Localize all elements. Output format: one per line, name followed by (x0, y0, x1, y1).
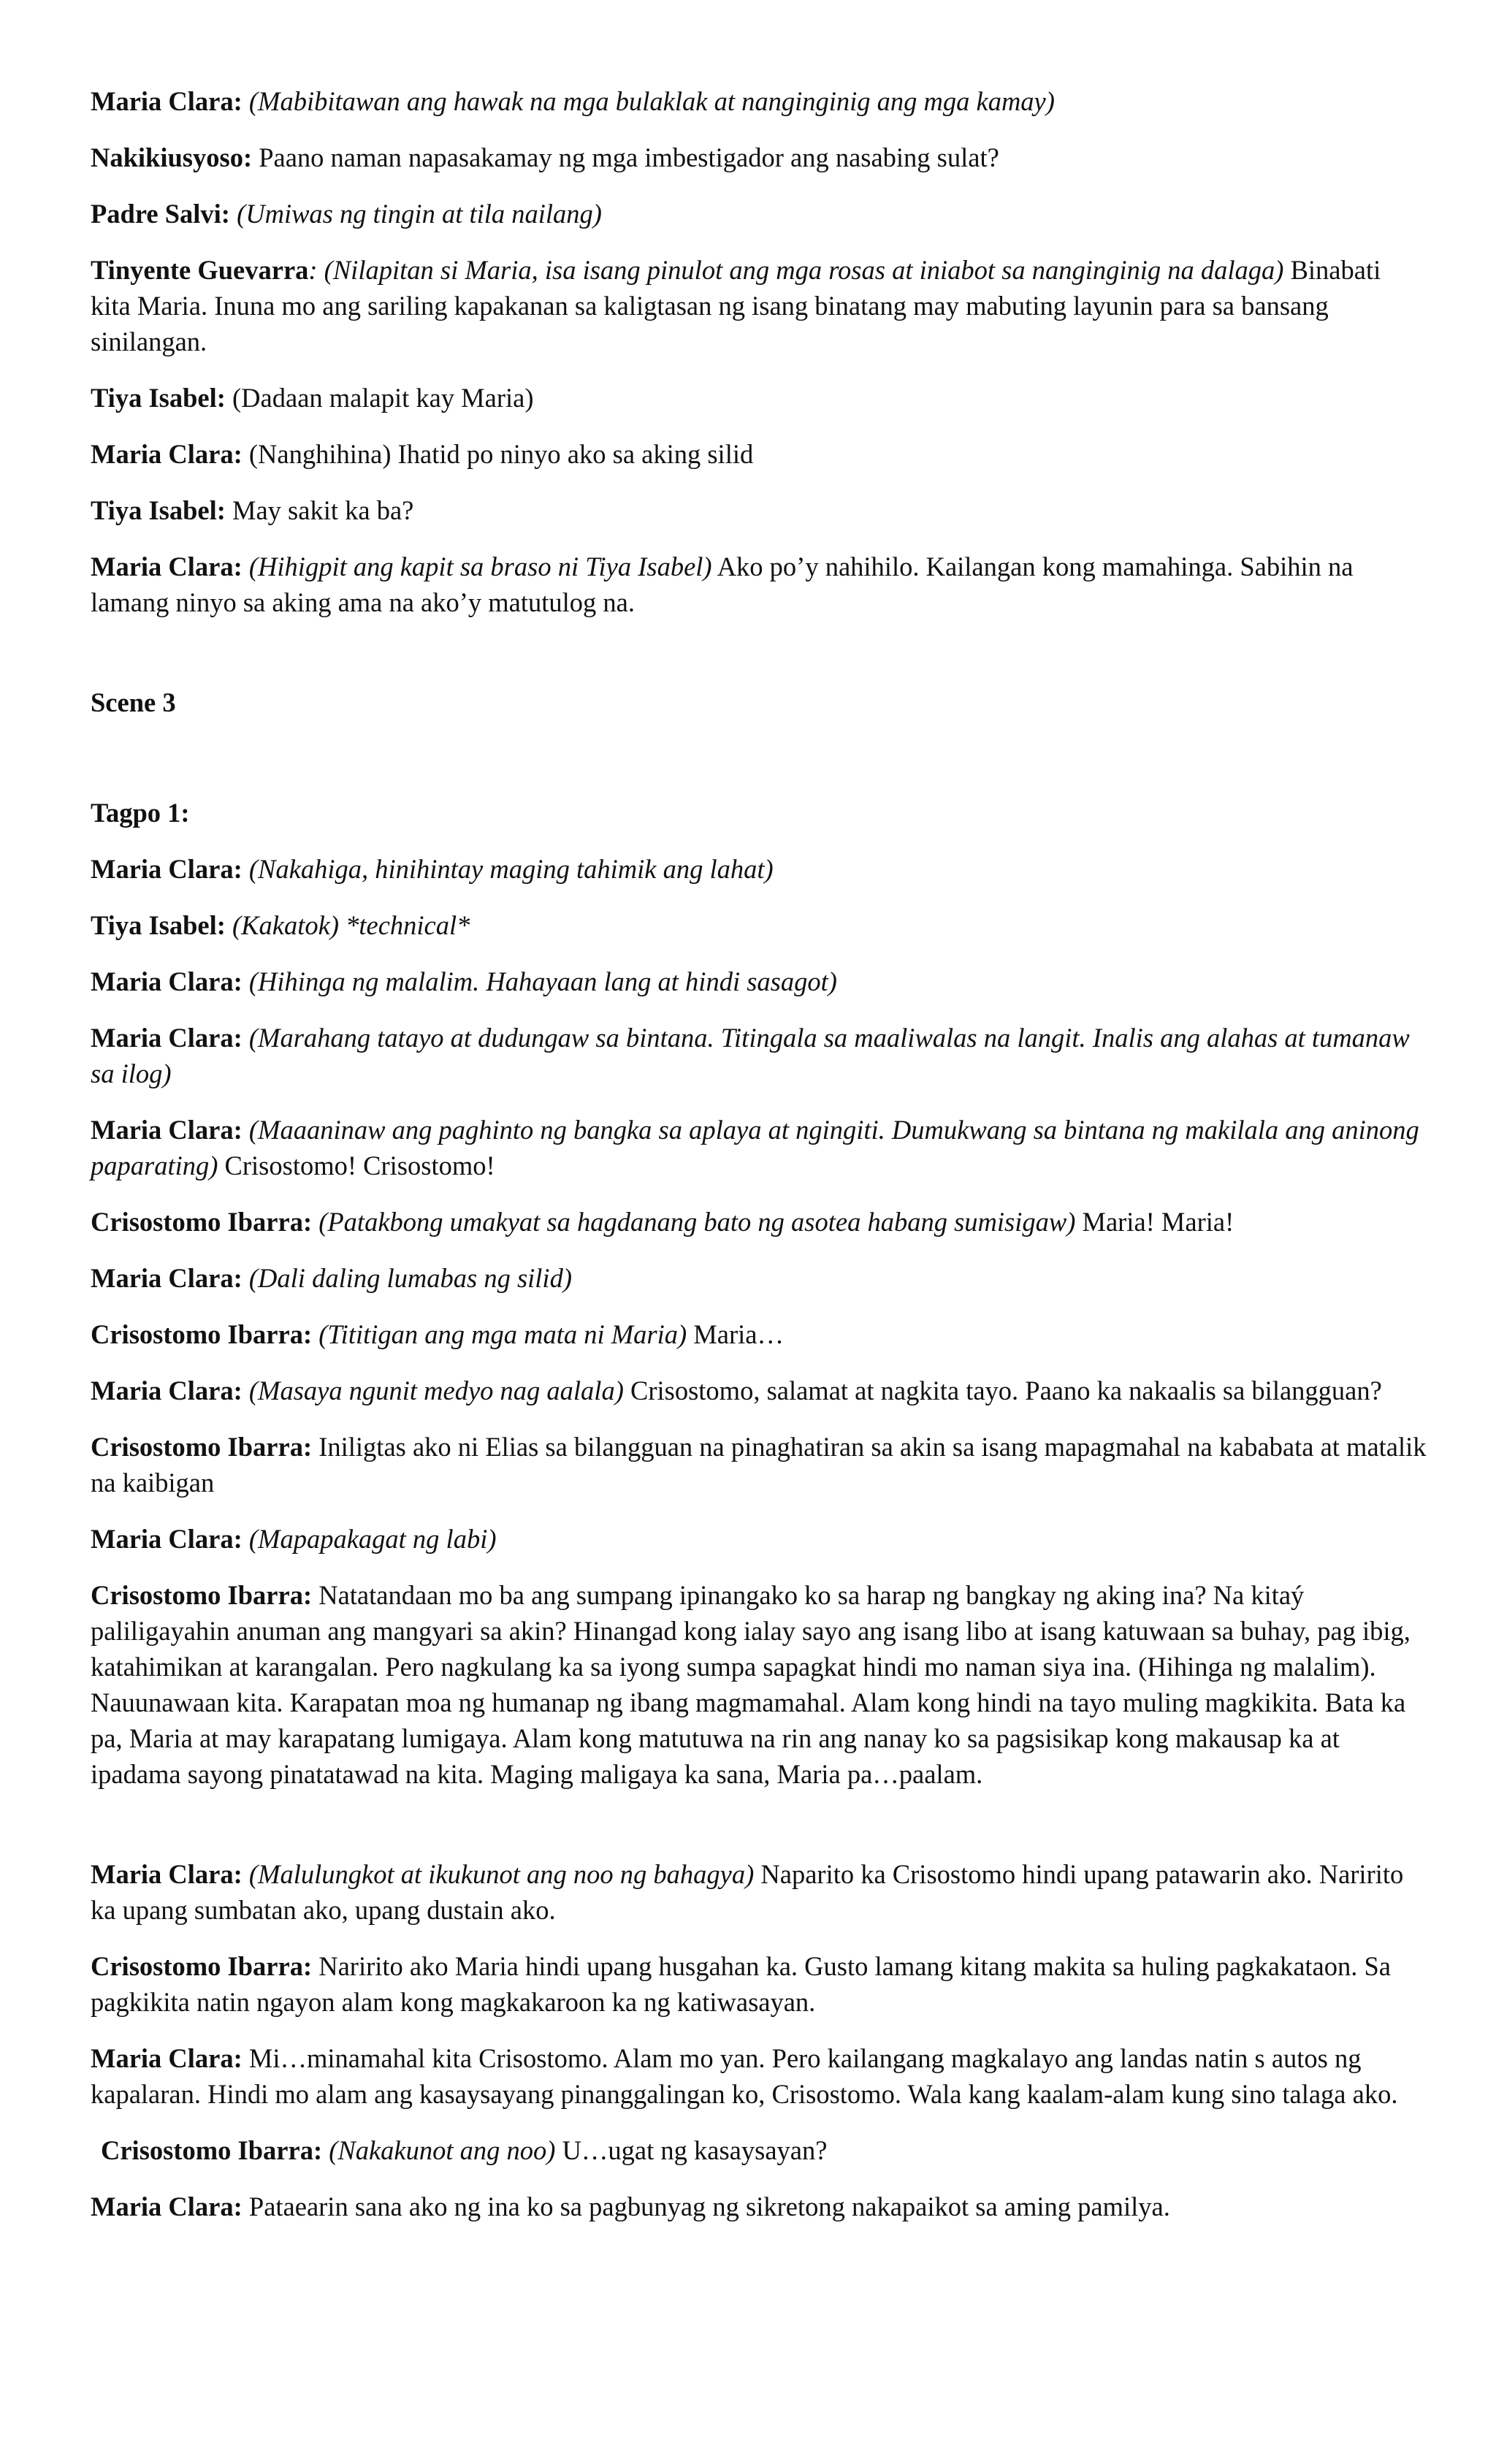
stage-direction: (Mabibitawan ang hawak na mga bulaklak at nanginginig ang mga kamay) (248, 86, 1055, 116)
speaker-name: Maria Clara: (91, 1115, 243, 1145)
stage-direction: (Malulungkot at ikukunot ang noo ng bahagya) (248, 1859, 755, 1889)
speaker-name: Maria Clara: (91, 439, 243, 469)
dialogue-text: (Nanghihina) Ihatid po ninyo ako sa aking silid (248, 439, 754, 469)
dialogue-text: Naririto ako Maria hindi upang husgahan ka. Gusto lamang kitang makita sa huling pagkakataon. Sa pagkikita natin ngayon alam kong magkakaroon ka ng katiwasayan. (91, 1951, 1391, 2017)
dialogue-line (91, 1521, 1427, 1557)
speaker-name: Nakikiusyoso: (91, 142, 253, 172)
speaker-name: Maria Clara: (91, 86, 243, 116)
speaker-name: Maria Clara: (91, 1524, 243, 1554)
dialogue-line (91, 1373, 1427, 1408)
dialogue-block-2 (91, 851, 1427, 1792)
speaker-name: Crisostomo Ibarra: (91, 1319, 313, 1349)
dialogue-line (91, 196, 1427, 232)
stage-direction: (Nakahiga, hinihintay maging tahimik ang lahat) (248, 854, 774, 884)
stage-direction: (Nakakunot ang noo) (329, 2135, 556, 2165)
dialogue-text: Pataearin sana ako ng ina ko sa pagbunyag ng sikretong nakapaikot sa aming pamilya. (248, 2192, 1170, 2221)
dialogue-text: Crisostomo, salamat at nagkita tayo. Paano ka nakaalis sa bilangguan? (630, 1376, 1382, 1405)
dialogue-text: Paano naman napasakamay ng mga imbestigador ang nasabing sulat? (259, 142, 999, 172)
dialogue-line (91, 1020, 1427, 1091)
speaker-name: Tiya Isabel: (91, 910, 226, 940)
speaker-name: Crisostomo Ibarra: (101, 2135, 323, 2165)
dialogue-text: Naparito ka Crisostomo hindi upang patawarin ako. Naririto ka upang sumbatan ako, upang dustain ako. (91, 1859, 1404, 1925)
speaker-name: Tiya Isabel: (91, 495, 226, 525)
dialogue-text: Crisostomo! Crisostomo! (224, 1151, 495, 1180)
dialogue-line (91, 2189, 1427, 2224)
dialogue-text: Mi…minamahal kita Crisostomo. Alam mo yan. Pero kailangang magkalayo ang landas natin s autos ng kapalaran. Hindi mo alam ang kasaysayang pinanggalingan ko, Crisostomo. Wala kang kaalam-alam kung sino talaga ako. (91, 2043, 1398, 2109)
tagpo-heading: Tagpo 1: (91, 798, 190, 828)
dialogue-block-1 (91, 83, 1427, 620)
speaker-name: Maria Clara: (91, 2043, 243, 2073)
dialogue-line (91, 851, 1427, 887)
dialogue-line (91, 1316, 1427, 1352)
dialogue-line (91, 2132, 1427, 2168)
dialogue-line (91, 1112, 1427, 1183)
dialogue-line (91, 1429, 1427, 1500)
stage-direction: (Patakbong umakyat sa hagdanang bato ng asotea habang sumisigaw) (318, 1207, 1076, 1237)
dialogue-line (91, 1260, 1427, 1296)
script-page (91, 83, 1427, 2245)
dialogue-line (91, 380, 1427, 416)
stage-direction: (Maaaninaw ang paghinto ng bangka sa aplaya at ngingiti. Dumukwang sa bintana ng makilala ang aninong paparating) (91, 1115, 1419, 1180)
speaker-name: Tinyente Guevarra (91, 255, 309, 285)
stage-direction: : (Nilapitan si Maria, isa isang pinulot ang mga rosas at iniabot sa nanginginig na dalaga) (308, 255, 1284, 285)
stage-direction: (Tititigan ang mga mata ni Maria) (318, 1319, 687, 1349)
dialogue-text: Ako po’y nahihilo. Kailangan kong mamahinga. Sabihin na lamang ninyo sa aking ama na ako’y matutulog na. (91, 552, 1354, 617)
dialogue-line (91, 140, 1427, 175)
speaker-name: Padre Salvi: (91, 199, 230, 229)
stage-direction: (Masaya ngunit medyo nag aalala) (248, 1376, 624, 1405)
stage-direction: (Umiwas ng tingin at tila nailang) (237, 199, 602, 229)
speaker-name: Maria Clara: (91, 1023, 243, 1053)
speaker-name: Maria Clara: (91, 552, 243, 581)
scene-heading: Scene 3 (91, 687, 176, 717)
speaker-name: Tiya Isabel: (91, 383, 226, 413)
dialogue-text: Maria… (693, 1319, 784, 1349)
dialogue-line (91, 964, 1427, 999)
dialogue-line (91, 492, 1427, 528)
dialogue-text: Binabati kita Maria. Inuna mo ang sariling kapakanan sa kaligtasan ng isang binatang may mabuting layunin para sa bansang sinilangan. (91, 255, 1381, 356)
speaker-name: Crisostomo Ibarra: (91, 1207, 313, 1237)
stage-direction: (Dali daling lumabas ng silid) (248, 1263, 572, 1293)
speaker-name: Maria Clara: (91, 1859, 243, 1889)
dialogue-text: Natatandaan mo ba ang sumpang ipinangako ko sa harap ng bangkay ng aking ina? Na kitaý paliligayahin anuman ang mangyari sa akin? Hinangad kong ialay sayo ang isang libo at isang katuwaan sa buhay, pag ibig, katahimikan at karangalan. Pero nagkulang ka sa iyong sumpa sapagkat hindi mo naman siya ina. (Hihinga ng malalim). Nauunawaan kita. Karapatan moa ng humanap ng ibang magmamahal. Alam kong hindi na tayo muling magkikita. Bata ka pa, Maria at may karapatang lumigaya. Alam kong matutuwa na rin ang nanay ko sa pagsisikap kong makausap ka at ipadama sayong pinatatawad na kita. Maging maligaya ka sana, Maria pa…paalam. (91, 1580, 1411, 1789)
dialogue-text: (Dadaan malapit kay Maria) (232, 383, 534, 413)
stage-direction: (Mapapakagat ng labi) (248, 1524, 497, 1554)
speaker-name: Maria Clara: (91, 1263, 243, 1293)
speaker-name: Maria Clara: (91, 854, 243, 884)
dialogue-text: U…ugat ng kasaysayan? (562, 2135, 828, 2165)
speaker-name: Maria Clara: (91, 966, 243, 996)
dialogue-line (91, 252, 1427, 359)
dialogue-line (91, 1577, 1427, 1792)
stage-direction: (Hihigpit ang kapit sa braso ni Tiya Isabel) (248, 552, 712, 581)
stage-direction: (Kakatok) *technical* (232, 910, 470, 940)
dialogue-block-3 (91, 1856, 1427, 2224)
dialogue-line (91, 1948, 1427, 2020)
stage-direction: (Marahang tatayo at dudungaw sa bintana. Titingala sa maaliwalas na langit. Inalis ang alahas at tumanaw sa ilog) (91, 1023, 1410, 1088)
speaker-name: Maria Clara: (91, 2192, 243, 2221)
dialogue-line (91, 907, 1427, 943)
stage-direction: (Hihinga ng malalim. Hahayaan lang at hindi sasagot) (248, 966, 837, 996)
dialogue-line (91, 1856, 1427, 1928)
speaker-name: Crisostomo Ibarra: (91, 1580, 313, 1610)
dialogue-line (91, 2040, 1427, 2112)
dialogue-line (91, 1204, 1427, 1240)
speaker-name: Crisostomo Ibarra: (91, 1951, 313, 1981)
speaker-name: Crisostomo Ibarra: (91, 1432, 313, 1462)
dialogue-text: Maria! Maria! (1082, 1207, 1234, 1237)
dialogue-line (91, 83, 1427, 119)
dialogue-line (91, 436, 1427, 472)
dialogue-line (91, 549, 1427, 620)
dialogue-text: Iniligtas ako ni Elias sa bilangguan na pinaghatiran sa akin sa isang mapagmahal na kababata at matalik na kaibigan (91, 1432, 1427, 1498)
speaker-name: Maria Clara: (91, 1376, 243, 1405)
dialogue-text: May sakit ka ba? (232, 495, 414, 525)
